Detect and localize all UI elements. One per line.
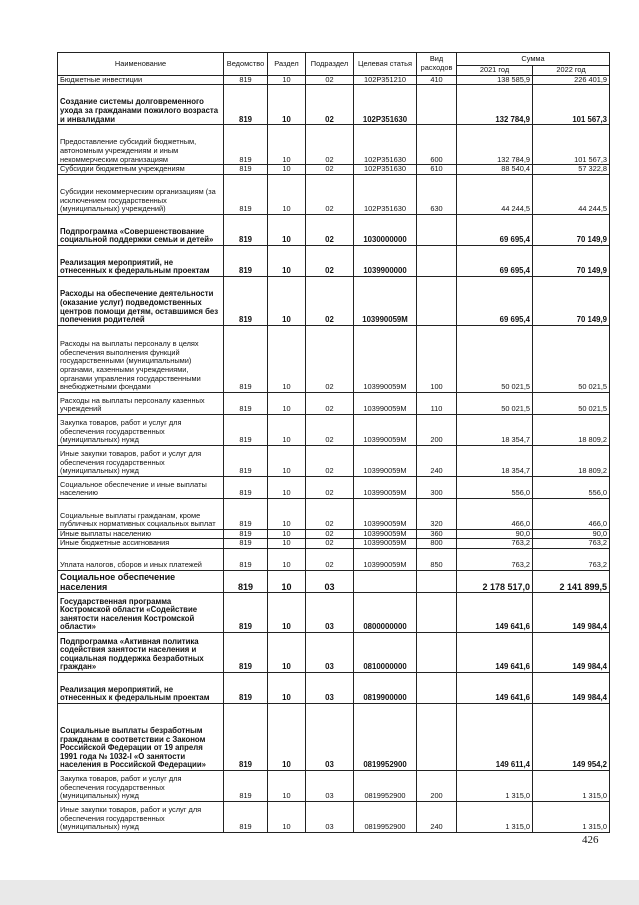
- table-row: [58, 548, 610, 570]
- cell-dept: 819: [224, 672, 268, 703]
- cell-dept: 819: [224, 498, 268, 529]
- cell-subsection: 02: [306, 165, 354, 175]
- cell-article: 103990059М: [354, 445, 417, 476]
- table-row: [58, 770, 610, 801]
- table-row: [58, 325, 610, 392]
- cell-sum-2022: 1 315,0: [533, 770, 610, 801]
- cell-dept: 819: [224, 529, 268, 539]
- cell-sum-2022: 70 149,9: [533, 276, 610, 325]
- header-subsection: Подраздел: [306, 53, 354, 76]
- cell-exptype: 240: [417, 801, 457, 832]
- cell-sum-2022: 18 809,2: [533, 414, 610, 445]
- table-row: [58, 214, 610, 245]
- cell-exptype: [417, 245, 457, 276]
- cell-section: 10: [268, 632, 306, 672]
- cell-exptype: 600: [417, 125, 457, 165]
- cell-section: 10: [268, 801, 306, 832]
- cell-sum-2022: 70 149,9: [533, 245, 610, 276]
- cell-sum-2022: 2 141 899,5: [533, 570, 610, 592]
- cell-sum-2022: 226 401,9: [533, 75, 610, 85]
- cell-sum-2021: 132 784,9: [457, 85, 533, 125]
- cell-subsection: 02: [306, 85, 354, 125]
- cell-dept: 819: [224, 548, 268, 570]
- cell-name: Создание системы долговременного ухода за гражданами пожилого возраста и инвалидами: [58, 85, 224, 125]
- cell-section: 10: [268, 165, 306, 175]
- cell-dept: 819: [224, 632, 268, 672]
- cell-section: 10: [268, 392, 306, 414]
- cell-article: 102Р351630: [354, 125, 417, 165]
- cell-sum-2022: 18 809,2: [533, 445, 610, 476]
- cell-name: Расходы на обеспечение деятельности (оказание услуг) подведомственных центров помощи детям, оставшимся без попечения родителей: [58, 276, 224, 325]
- cell-article: 103990059М: [354, 276, 417, 325]
- cell-dept: 819: [224, 539, 268, 549]
- cell-article: 0819900000: [354, 672, 417, 703]
- cell-sum-2021: 763,2: [457, 539, 533, 549]
- cell-section: 10: [268, 476, 306, 498]
- footer-strip: [0, 880, 639, 905]
- table-row: [58, 392, 610, 414]
- cell-dept: 819: [224, 703, 268, 770]
- cell-sum-2021: 149 611,4: [457, 703, 533, 770]
- cell-section: 10: [268, 592, 306, 632]
- cell-article: 102Р351630: [354, 174, 417, 214]
- cell-subsection: 02: [306, 548, 354, 570]
- cell-dept: 819: [224, 325, 268, 392]
- header-section: Раздел: [268, 53, 306, 76]
- table-row: [58, 476, 610, 498]
- cell-subsection: 03: [306, 592, 354, 632]
- cell-sum-2022: 57 322,8: [533, 165, 610, 175]
- table-row: [58, 85, 610, 125]
- cell-name: Субсидии бюджетным учреждениям: [58, 165, 224, 175]
- cell-sum-2021: 763,2: [457, 548, 533, 570]
- cell-name: Закупка товаров, работ и услуг для обеспечения государственных (муниципальных) нужд: [58, 414, 224, 445]
- cell-subsection: 03: [306, 672, 354, 703]
- cell-dept: 819: [224, 570, 268, 592]
- header-article: Целевая статья: [354, 53, 417, 76]
- cell-dept: 819: [224, 414, 268, 445]
- cell-dept: 819: [224, 174, 268, 214]
- cell-section: 10: [268, 539, 306, 549]
- cell-name: Субсидии некоммерческим организациям (за исключением государственных (муниципальных) учреждений): [58, 174, 224, 214]
- cell-article: 103990059М: [354, 529, 417, 539]
- cell-name: Расходы на выплаты персоналу казенных учреждений: [58, 392, 224, 414]
- cell-subsection: 02: [306, 392, 354, 414]
- cell-sum-2022: 466,0: [533, 498, 610, 529]
- cell-section: 10: [268, 85, 306, 125]
- cell-exptype: [417, 592, 457, 632]
- cell-article: 102Р351630: [354, 85, 417, 125]
- header-year-2021: 2021 год: [457, 66, 533, 76]
- cell-name: Социальные выплаты гражданам, кроме публичных нормативных социальных выплат: [58, 498, 224, 529]
- cell-section: 10: [268, 75, 306, 85]
- header-year-2022: 2022 год: [533, 66, 610, 76]
- cell-subsection: 02: [306, 325, 354, 392]
- cell-subsection: 02: [306, 174, 354, 214]
- cell-name: Иные бюджетные ассигнования: [58, 539, 224, 549]
- cell-name: Подпрограмма «Активная политика содействия занятости населения и социальная поддержка безработных граждан»: [58, 632, 224, 672]
- cell-subsection: 02: [306, 414, 354, 445]
- cell-article: 0810000000: [354, 632, 417, 672]
- cell-subsection: 02: [306, 539, 354, 549]
- cell-section: 10: [268, 570, 306, 592]
- cell-dept: 819: [224, 245, 268, 276]
- cell-section: 10: [268, 445, 306, 476]
- table-row: [58, 414, 610, 445]
- cell-article: 102Р351630: [354, 165, 417, 175]
- cell-subsection: 02: [306, 245, 354, 276]
- cell-article: 1039900000: [354, 245, 417, 276]
- cell-sum-2021: 18 354,7: [457, 414, 533, 445]
- cell-sum-2022: 90,0: [533, 529, 610, 539]
- cell-exptype: [417, 703, 457, 770]
- cell-article: 1030000000: [354, 214, 417, 245]
- cell-section: 10: [268, 414, 306, 445]
- table-row: [58, 632, 610, 672]
- cell-name: Реализация мероприятий, не отнесенных к федеральным проектам: [58, 672, 224, 703]
- cell-name: Бюджетные инвестиции: [58, 75, 224, 85]
- table-row: [58, 539, 610, 549]
- cell-subsection: 02: [306, 75, 354, 85]
- cell-subsection: 02: [306, 276, 354, 325]
- cell-name: Социальное обеспечение и иные выплаты населению: [58, 476, 224, 498]
- cell-exptype: 630: [417, 174, 457, 214]
- cell-exptype: [417, 214, 457, 245]
- cell-article: 103990059М: [354, 539, 417, 549]
- cell-subsection: 03: [306, 703, 354, 770]
- cell-dept: 819: [224, 445, 268, 476]
- cell-sum-2021: 149 641,6: [457, 632, 533, 672]
- cell-sum-2021: 69 695,4: [457, 245, 533, 276]
- cell-exptype: 240: [417, 445, 457, 476]
- cell-sum-2022: 1 315,0: [533, 801, 610, 832]
- cell-section: 10: [268, 245, 306, 276]
- cell-sum-2021: 69 695,4: [457, 214, 533, 245]
- cell-exptype: [417, 570, 457, 592]
- cell-exptype: [417, 632, 457, 672]
- cell-article: 0819952900: [354, 801, 417, 832]
- cell-sum-2022: 149 984,4: [533, 632, 610, 672]
- cell-sum-2022: 44 244,5: [533, 174, 610, 214]
- table-row: [58, 174, 610, 214]
- cell-subsection: 03: [306, 801, 354, 832]
- cell-sum-2021: 69 695,4: [457, 276, 533, 325]
- cell-sum-2022: 763,2: [533, 539, 610, 549]
- cell-name: Подпрограмма «Совершенствование социальной поддержки семьи и детей»: [58, 214, 224, 245]
- cell-section: 10: [268, 325, 306, 392]
- cell-sum-2022: 50 021,5: [533, 392, 610, 414]
- table-row: [58, 672, 610, 703]
- cell-section: 10: [268, 276, 306, 325]
- cell-dept: 819: [224, 214, 268, 245]
- table-row: [58, 165, 610, 175]
- cell-subsection: 02: [306, 445, 354, 476]
- cell-dept: 819: [224, 770, 268, 801]
- table-row: [58, 245, 610, 276]
- cell-dept: 819: [224, 75, 268, 85]
- cell-exptype: 610: [417, 165, 457, 175]
- cell-exptype: 410: [417, 75, 457, 85]
- cell-article: [354, 570, 417, 592]
- table-row: [58, 276, 610, 325]
- cell-name: Социальные выплаты безработным гражданам в соответствии с Законом Российской Федерации от 19 апреля 1991 года № 1032-I «О занятости населения в Российской Федерации»: [58, 703, 224, 770]
- cell-sum-2021: 1 315,0: [457, 801, 533, 832]
- cell-dept: 819: [224, 801, 268, 832]
- cell-name: Закупка товаров, работ и услуг для обеспечения государственных (муниципальных) нужд: [58, 770, 224, 801]
- cell-section: 10: [268, 174, 306, 214]
- cell-dept: 819: [224, 592, 268, 632]
- cell-article: 102Р351210: [354, 75, 417, 85]
- cell-exptype: 320: [417, 498, 457, 529]
- cell-name: Уплата налогов, сборов и иных платежей: [58, 548, 224, 570]
- cell-sum-2021: 556,0: [457, 476, 533, 498]
- cell-exptype: [417, 276, 457, 325]
- cell-dept: 819: [224, 125, 268, 165]
- cell-sum-2021: 1 315,0: [457, 770, 533, 801]
- cell-article: 0800000000: [354, 592, 417, 632]
- cell-dept: 819: [224, 276, 268, 325]
- cell-article: 103990059М: [354, 392, 417, 414]
- cell-dept: 819: [224, 476, 268, 498]
- cell-subsection: 02: [306, 529, 354, 539]
- table-row: [58, 445, 610, 476]
- table-row: [58, 125, 610, 165]
- cell-sum-2021: 132 784,9: [457, 125, 533, 165]
- cell-name: Предоставление субсидий бюджетным, автономным учреждениям и иным некоммерческим организациям: [58, 125, 224, 165]
- cell-exptype: 200: [417, 414, 457, 445]
- table-body: [58, 75, 610, 832]
- cell-sum-2021: 90,0: [457, 529, 533, 539]
- header-exptype: Вид расходов: [417, 53, 457, 76]
- cell-section: 10: [268, 770, 306, 801]
- cell-dept: 819: [224, 392, 268, 414]
- cell-sum-2021: 44 244,5: [457, 174, 533, 214]
- cell-exptype: 100: [417, 325, 457, 392]
- cell-subsection: 02: [306, 214, 354, 245]
- cell-article: 103990059М: [354, 476, 417, 498]
- table-row: [58, 703, 610, 770]
- cell-subsection: 03: [306, 632, 354, 672]
- cell-name: Реализация мероприятий, не отнесенных к федеральным проектам: [58, 245, 224, 276]
- cell-exptype: 360: [417, 529, 457, 539]
- cell-article: 0819952900: [354, 703, 417, 770]
- table-row: [58, 498, 610, 529]
- cell-sum-2021: 88 540,4: [457, 165, 533, 175]
- cell-sum-2021: 18 354,7: [457, 445, 533, 476]
- cell-sum-2021: 50 021,5: [457, 325, 533, 392]
- cell-name: Иные выплаты населению: [58, 529, 224, 539]
- cell-name: Расходы на выплаты персоналу в целях обеспечения выполнения функций государственными (муниципальными) органами, казенными учреждениями, органами управления государственными внебюджетными фондами: [58, 325, 224, 392]
- cell-article: 103990059М: [354, 325, 417, 392]
- table-row: [58, 801, 610, 832]
- cell-section: 10: [268, 703, 306, 770]
- cell-article: 103990059М: [354, 548, 417, 570]
- cell-sum-2021: 149 641,6: [457, 592, 533, 632]
- cell-subsection: 02: [306, 125, 354, 165]
- cell-subsection: 02: [306, 476, 354, 498]
- cell-exptype: [417, 672, 457, 703]
- cell-exptype: [417, 85, 457, 125]
- cell-dept: 819: [224, 85, 268, 125]
- cell-section: 10: [268, 672, 306, 703]
- cell-article: 103990059М: [354, 498, 417, 529]
- cell-subsection: 02: [306, 498, 354, 529]
- cell-name: Иные закупки товаров, работ и услуг для обеспечения государственных (муниципальных) нужд: [58, 445, 224, 476]
- cell-sum-2022: 101 567,3: [533, 125, 610, 165]
- cell-exptype: 200: [417, 770, 457, 801]
- cell-exptype: 850: [417, 548, 457, 570]
- cell-article: 103990059М: [354, 414, 417, 445]
- cell-section: 10: [268, 498, 306, 529]
- cell-section: 10: [268, 548, 306, 570]
- cell-exptype: 110: [417, 392, 457, 414]
- cell-sum-2021: 149 641,6: [457, 672, 533, 703]
- header-sum: Сумма: [457, 53, 610, 66]
- cell-sum-2022: 149 984,4: [533, 672, 610, 703]
- table-row: [58, 570, 610, 592]
- cell-subsection: 03: [306, 570, 354, 592]
- cell-section: 10: [268, 529, 306, 539]
- cell-name: Государственная программа Костромской области «Содействие занятости населения Костромской области»: [58, 592, 224, 632]
- table-row: [58, 75, 610, 85]
- cell-article: 0819952900: [354, 770, 417, 801]
- cell-exptype: 800: [417, 539, 457, 549]
- page-number: 426: [582, 834, 599, 846]
- cell-sum-2022: 50 021,5: [533, 325, 610, 392]
- cell-sum-2022: 149 984,4: [533, 592, 610, 632]
- table-row: [58, 529, 610, 539]
- cell-sum-2022: 149 954,2: [533, 703, 610, 770]
- cell-sum-2021: 2 178 517,0: [457, 570, 533, 592]
- budget-table: [57, 52, 610, 833]
- header-dept: Ведомство: [224, 53, 268, 76]
- cell-dept: 819: [224, 165, 268, 175]
- cell-sum-2022: 70 149,9: [533, 214, 610, 245]
- cell-sum-2022: 763,2: [533, 548, 610, 570]
- cell-section: 10: [268, 125, 306, 165]
- cell-sum-2021: 50 021,5: [457, 392, 533, 414]
- cell-sum-2021: 466,0: [457, 498, 533, 529]
- table-row: [58, 592, 610, 632]
- cell-sum-2022: 556,0: [533, 476, 610, 498]
- cell-section: 10: [268, 214, 306, 245]
- cell-subsection: 03: [306, 770, 354, 801]
- cell-exptype: 300: [417, 476, 457, 498]
- cell-sum-2021: 138 585,9: [457, 75, 533, 85]
- cell-name: Иные закупки товаров, работ и услуг для обеспечения государственных (муниципальных) нужд: [58, 801, 224, 832]
- cell-name: Социальное обеспечение населения: [58, 570, 224, 592]
- header-name: Наименование: [58, 53, 224, 76]
- cell-sum-2022: 101 567,3: [533, 85, 610, 125]
